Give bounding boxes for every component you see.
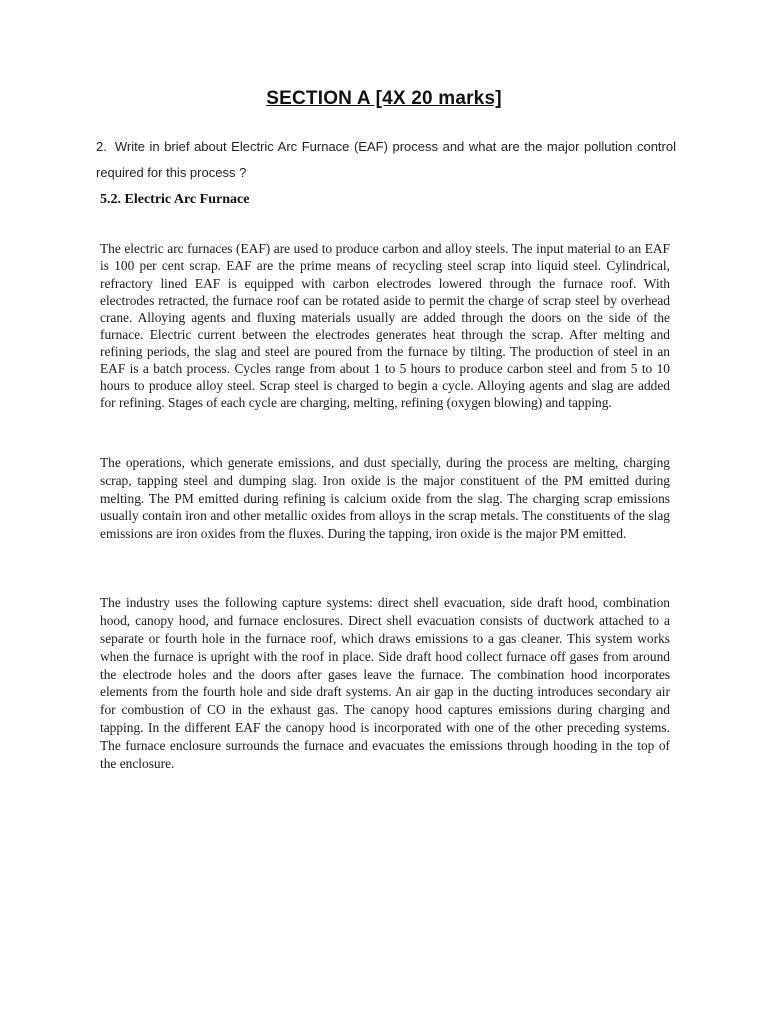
subsection-heading: 5.2. Electric Arc Furnace [100, 192, 250, 207]
question [96, 134, 676, 186]
paragraph-emissions: The operations, which generate emissions, and dust specially, during the process are melting, charging scrap, tapping steel and dumping slag. Iron oxide is the major constituent of the PM emitted during melting. The PM emitted during refining is calcium oxide from the slag. The charging scrap emissions usually contain iron and other metallic oxides from alloys in the scrap metals. The constituents of the slag emissions are iron oxides from the fluxes. During the tapping, iron oxide is the major PM emitted. [100, 455, 670, 541]
section-title: SECTION A [4X 20 marks] [266, 88, 502, 109]
paragraph-eaf-process: The electric arc furnaces (EAF) are used to produce carbon and alloy steels. The input material to an EAF is 100 per cent scrap. EAF are the prime means of recycling steel scrap into liquid steel. Cylindrical, refractory lined EAF is equipped with carbon electrodes lowered through the furnace roof. With electrodes retracted, the furnace roof can be rotated aside to permit the charge of scrap steel by overhead crane. Alloying agents and fluxing materials usually are added through the doors on the side of the furnace. Electric current between the electrodes generates heat through the scrap. After melting and refining periods, the slag and steel are poured from the furnace by tilting. The production of steel in an EAF is a batch process. Cycles range from about 1 to 5 hours to produce carbon steel and from 5 to 10 hours to produce alloy steel. Scrap steel is charged to begin a cycle. Alloying agents and slag are added for refining. Stages of each cycle are charging, melting, refining (oxygen blowing) and tapping. [100, 241, 670, 411]
paragraph-capture-systems: The industry uses the following capture systems: direct shell evacuation, side draft hood, combination hood, canopy hood, and furnace enclosures. Direct shell evacuation consists of ductwork attached to a separate or fourth hole in the furnace roof, which draws emissions to a gas cleaner. This system works when the furnace is upright with the roof in place. Side draft hood collect furnace off gases from around the electrode holes and the doors after gases leave the furnace. The combination hood incorporates elements from the fourth hole and side draft systems. An air gap in the ducting introduces secondary air for combustion of CO in the exhaust gas. The canopy hood captures emissions during charging and tapping. In the different EAF the canopy hood is incorporated with one of the other preceding systems. The furnace enclosure surrounds the furnace and evacuates the emissions through hooding in the top of the enclosure. [100, 595, 670, 771]
question-number: 2. [96, 139, 107, 154]
question-text: Write in brief about Electric Arc Furnace (EAF) process and what are the major pollution control required for this process ? [96, 139, 676, 180]
